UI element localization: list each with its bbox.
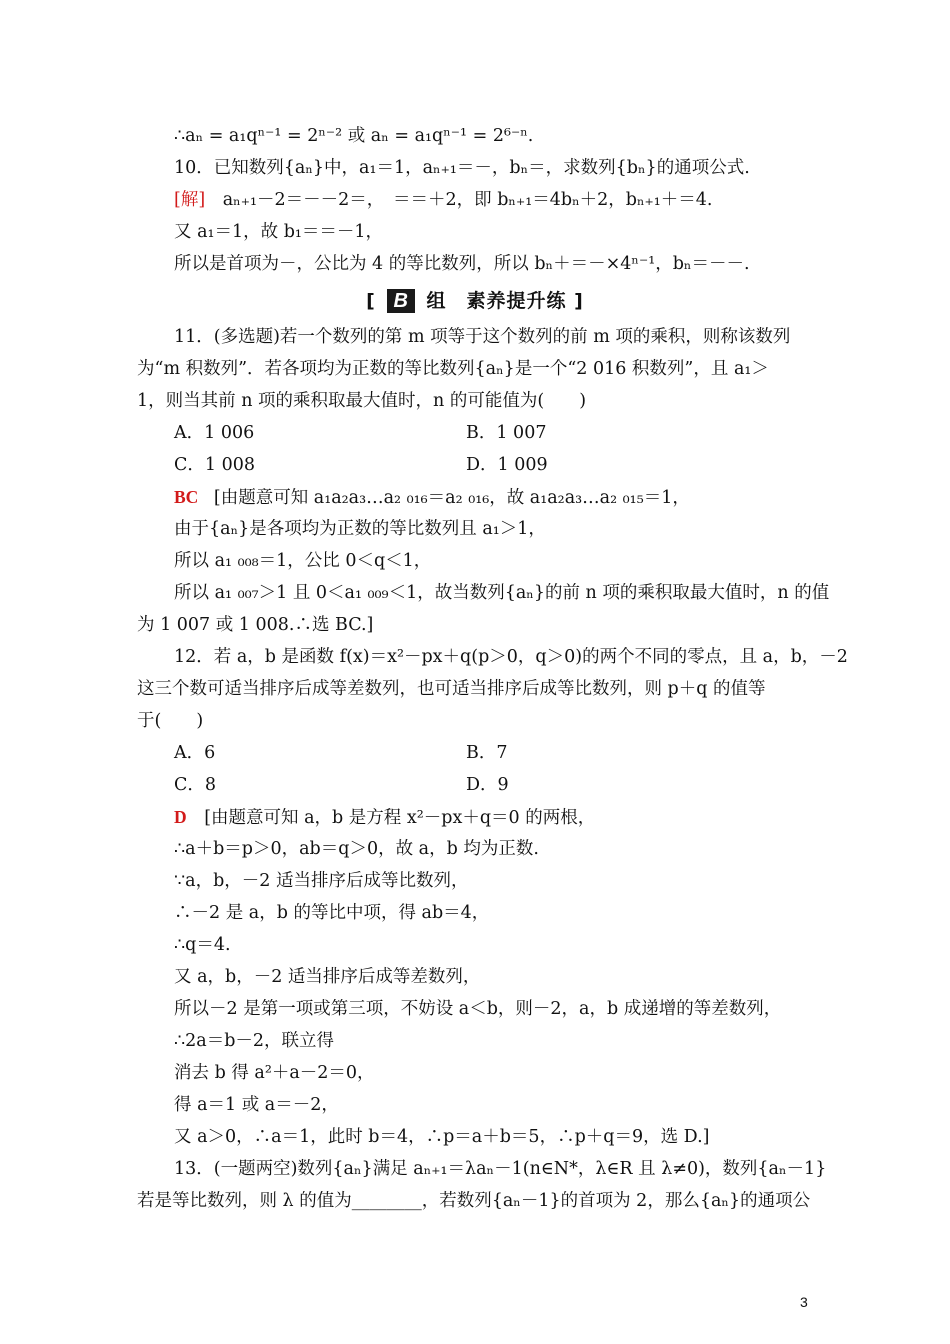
question-13-line: 若是等比数列，则 λ 的值为________，若数列{aₙ－1}的首项为 2，那么{aₙ}的通项公 xyxy=(137,1191,811,1211)
bracket-right: ] xyxy=(574,290,584,312)
question-10: 10．已知数列{aₙ}中，a₁＝1，aₙ₊₁＝－，bₙ＝，求数列{bₙ}的通项公式. xyxy=(174,158,750,178)
answer-text: [由题意可知 a，b 是方程 x²－px＋q＝0 的两根， xyxy=(204,808,596,828)
answer-tag: BC xyxy=(174,487,199,507)
question-11-line: 11．(多选题)若一个数列的第 m 项等于这个数列的前 m 项的乘积，则称该数列 xyxy=(174,327,791,347)
section-title: 组 素养提升练 xyxy=(426,290,567,312)
question-11-line: 为“m 积数列”．若各项均为正数的等比数列{aₙ}是一个“2 016 积数列”，且 a₁＞ xyxy=(137,359,769,379)
option-b: B．1 007 xyxy=(466,423,547,443)
option-c: C．1 008 xyxy=(174,455,255,475)
answer-tag: D xyxy=(174,807,187,827)
bracket-left: [ xyxy=(366,290,376,312)
answer-12-line xyxy=(0,804,950,831)
question-12-line: 12．若 a，b 是函数 f(x)＝x²－px＋q(p＞0，q＞0)的两个不同的零点，且 a，b，－2 xyxy=(174,647,848,667)
answer-12-line: 所以－2 是第一项或第三项，不妨设 a＜b，则－2，a，b 成递增的等差数列， xyxy=(174,999,782,1019)
section-letter-badge: B xyxy=(387,289,414,313)
option-d: D．1 009 xyxy=(466,455,548,475)
section-heading xyxy=(0,286,950,313)
question-12-line: 这三个数可适当排序后成等差数列，也可适当排序后成等比数列，则 p＋q 的值等 xyxy=(137,679,766,699)
text-line: ∴aₙ = a₁qⁿ⁻¹ = 2ⁿ⁻² 或 aₙ = a₁qⁿ⁻¹ = 2⁶⁻ⁿ. xyxy=(174,126,534,146)
answer-12-line: ∵a，b，－2 适当排序后成等比数列， xyxy=(174,871,469,891)
answer-12-line: ∴q＝4. xyxy=(174,935,231,955)
text-line: 又 a₁＝1，故 b₁＝＝－1， xyxy=(174,222,384,242)
answer-11-line xyxy=(0,484,950,511)
option-b: B．7 xyxy=(466,743,508,763)
option-a: A．1 006 xyxy=(174,423,255,443)
answer-12-line: ∴a＋b＝p＞0，ab＝q＞0，故 a，b 均为正数. xyxy=(174,839,539,859)
answer-12-line: ∴2a＝b－2，联立得 xyxy=(174,1031,335,1051)
answer-12-line: ∴－2 是 a，b 的等比中项，得 ab＝4， xyxy=(174,903,490,923)
answer-11-line: 为 1 007 或 1 008.∴选 BC.] xyxy=(137,615,374,635)
answer-12-line: 消去 b 得 a²＋a－2＝0， xyxy=(174,1063,375,1083)
answer-12-line: 又 a，b，－2 适当排序后成等差数列， xyxy=(174,967,481,987)
question-11-line: 1，则当其前 n 项的乘积取最大值时，n 的可能值为( ) xyxy=(137,391,587,411)
answer-11-line: 所以 a₁ ₀₀₇＞1 且 0＜a₁ ₀₀₉＜1，故当数列{aₙ}的前 n 项的乘积取最大值时，n 的值 xyxy=(174,583,830,603)
answer-text: [由题意可知 a₁a₂a₃…a₂ ₀₁₆＝a₂ ₀₁₆，故 a₁a₂a₃…a₂ ₀₁₅＝1， xyxy=(213,488,690,508)
solution-tag: [解] xyxy=(174,190,206,210)
solution-10-line xyxy=(0,187,950,213)
question-12-line: 于( ) xyxy=(137,711,204,731)
option-c: C．8 xyxy=(174,775,217,795)
answer-11-line: 所以 a₁ ₀₀₈＝1，公比 0＜q＜1， xyxy=(174,551,432,571)
answer-11-line: 由于{aₙ}是各项均为正数的等比数列且 a₁＞1， xyxy=(174,519,546,539)
option-a: A．6 xyxy=(174,743,216,763)
option-d: D．9 xyxy=(466,775,509,795)
page-number: 3 xyxy=(800,1294,808,1310)
question-13-line: 13．(一题两空)数列{aₙ}满足 aₙ₊₁＝λaₙ－1(n∈N*，λ∈R 且 λ≠0)，数列{aₙ－1} xyxy=(174,1159,827,1179)
answer-12-line: 得 a＝1 或 a＝－2， xyxy=(174,1095,339,1115)
text-line: 所以是首项为－，公比为 4 的等比数列，所以 bₙ＋＝－×4ⁿ⁻¹，bₙ＝－－. xyxy=(174,254,750,274)
solution-text: aₙ₊₁－2＝－－2＝， ＝＝＋2，即 bₙ₊₁＝4bₙ＋2，bₙ₊₁＋＝4. xyxy=(222,190,713,210)
answer-12-line: 又 a＞0，∴a＝1，此时 b＝4，∴p＝a＋b＝5，∴p＋q＝9，选 D.] xyxy=(174,1127,710,1147)
